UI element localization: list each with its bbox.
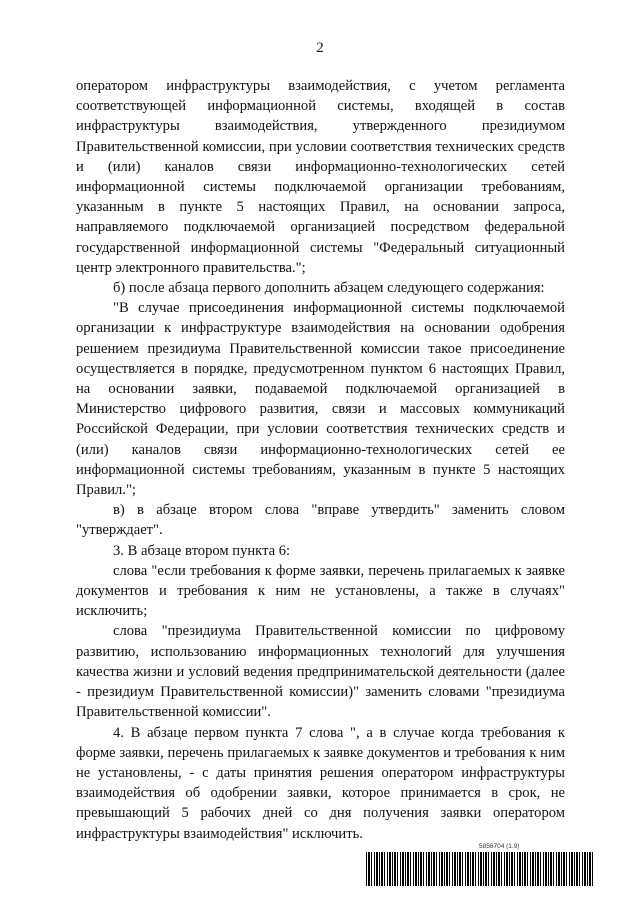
document-code: 5856704 (1.9) [479,843,520,850]
paragraph: слова "если требования к форме заявки, перечень прилагаемых к заявке документов и требования к ним не установлены, а также в случаях" исключить; [76,562,565,620]
paragraph: слова "президиума Правительственной комиссии по цифровому развитию, использованию информационных технологий для улучшения качества жизни и условий ведения предпринимательской деятельности (далее - президиум Правительственной комиссии)" заменить словами "президиума Правительственной комиссии". [76,623,565,721]
paragraph: "В случае присоединения информационной системы подключаемой организации к инфраструктуре взаимодействия на основании одобрения решением президиума Правительственной комиссии такое присоединение осуществляется в порядке, предусмотренном пунктом 6 настоящих Правил, на основании заявки, подаваемой подключаемой организацией в Министерство цифрового развития, связи и массовых коммуникаций Российской Федерации, при условии соответствия технических средств и (или) каналов связи информационно-технологических сетей ее информационной системы требованиям, указанным в пункте 5 настоящих Правил."; [76,300,565,499]
paragraph: 4. В абзаце первом пункта 7 слова ", а в случае когда требования к форме заявки, перечень прилагаемых к заявке документов и требования к ним не установлены, - с даты принятия решения оператором инфраструктуры взаимодействия об одобрении заявки, которое принимается в срок, не превышающий 5 рабочих дней со дня получения заявки оператором инфраструктуры взаимодействия" исключить. [76,724,565,842]
barcode [366,852,594,886]
paragraph: б) после абзаца первого дополнить абзацем следующего содержания: [113,280,545,297]
paragraph: оператором инфраструктуры взаимодействия, с учетом регламента соответствующей информационной системы, входящей в состав инфраструктуры взаимодействия, утвержденного президиумом Правительственной комиссии, при условии соответствия технических средств и (или) каналов связи информационно-технологических сетей информационной системы подключаемой организации требованиям, указанным в пункте 5 настоящих Правил, на основании запроса, направляемого подключаемой организацией посредством федеральной государственной информационной системы "Федеральный ситуационный центр электронного правительства."; [76,78,565,276]
page-number: 2 [316,40,324,56]
paragraph: в) в абзаце втором слова "вправе утвердить" заменить словом "утверждает". [76,502,565,539]
paragraph: 3. В абзаце втором пункта 6: [113,542,291,559]
document-body [76,76,565,844]
